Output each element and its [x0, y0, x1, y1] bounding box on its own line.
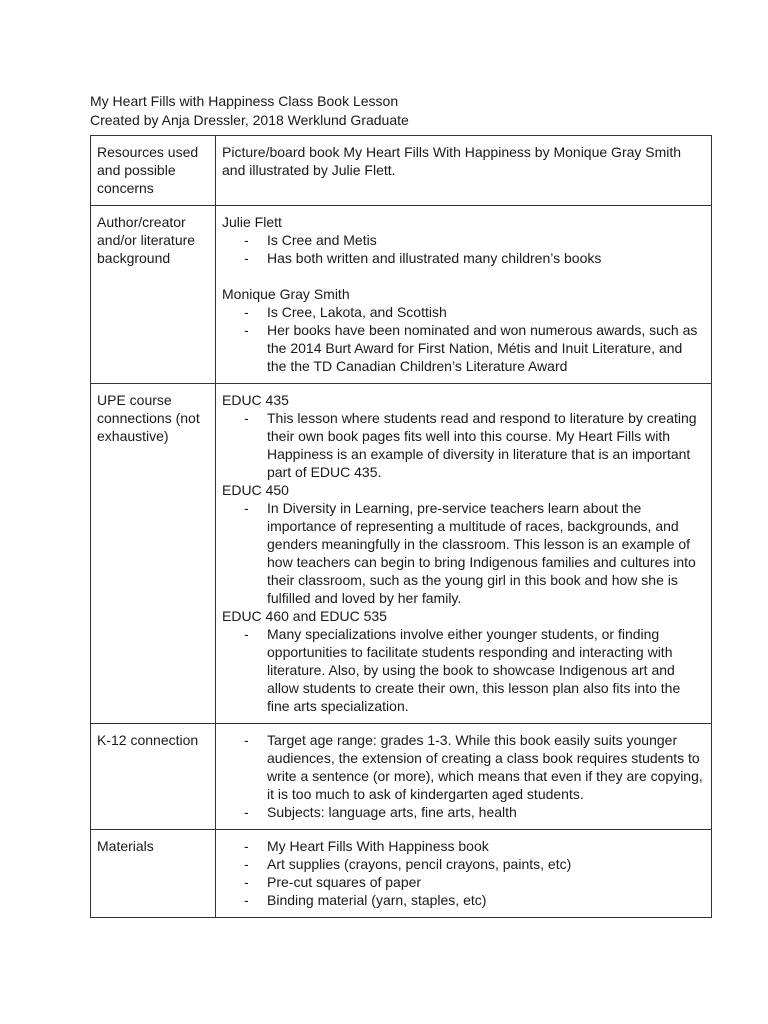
list-item: - Has both written and illustrated many children’s books	[244, 250, 602, 266]
author-list-smith	[222, 303, 705, 375]
list-item: - This lesson where students read and respond to literature by creating their own book pages fits well into this course. My Heart Fills with Happiness is an example of diversity in literature that is an important part of EDUC 435.	[244, 410, 697, 480]
list-item: - Pre-cut squares of paper	[244, 874, 422, 890]
author-group-flett	[222, 213, 705, 267]
list-item: - Is Cree, Lakota, and Scottish	[244, 304, 447, 320]
row-content-k12	[216, 724, 712, 830]
dash-bullet-icon: -	[244, 304, 249, 320]
row-content-materials	[216, 830, 712, 918]
table-row-k12	[91, 724, 712, 830]
dash-bullet-icon: -	[244, 250, 249, 266]
course-list-460-535	[222, 625, 705, 715]
list-item: - Many specializations involve either younger students, or finding opportunities to facilitate students responding and interacting with literature. Also, by using the book to showcase Indigenous art and allow students to create their own, this lesson plan also fits into the fine arts specialization.	[244, 626, 681, 714]
author-heading-smith: Monique Gray Smith	[222, 286, 350, 302]
list-item: - Binding material (yarn, staples, etc)	[244, 892, 487, 908]
row-label-resources: Resources used and possible concerns	[91, 136, 216, 206]
table-row-upe	[91, 384, 712, 724]
row-content-author	[216, 206, 712, 384]
document-title: My Heart Fills with Happiness Class Book Lesson	[90, 93, 399, 109]
list-item: - In Diversity in Learning, pre-service teachers learn about the importance of representing a multitude of races, backgrounds, and genders meaningfully in the classroom. This lesson is an example of how teachers can begin to bring Indigenous families and cultures into their classroom, such as the young girl in this book and how she is fulfilled and loved by her family.	[244, 500, 696, 606]
author-heading-flett: Julie Flett	[222, 214, 282, 230]
row-label-upe: UPE course connections (not exhaustive)	[91, 384, 216, 724]
course-list-450	[222, 499, 705, 607]
row-label-materials: Materials	[91, 830, 216, 918]
document-byline: Created by Anja Dressler, 2018 Werklund Graduate	[90, 112, 409, 128]
course-heading-435: EDUC 435	[222, 392, 289, 408]
k12-list	[222, 731, 705, 821]
row-content-resources	[216, 136, 712, 206]
dash-bullet-icon: -	[244, 892, 249, 908]
course-list-435	[222, 409, 705, 481]
lesson-table	[90, 135, 712, 918]
dash-bullet-icon: -	[244, 500, 249, 516]
table-row-author	[91, 206, 712, 384]
list-item: - Her books have been nominated and won numerous awards, such as the 2014 Burt Award for First Nation, Métis and Inuit Literature, and the the TD Canadian Children’s Literature Award	[244, 322, 698, 374]
dash-bullet-icon: -	[244, 732, 249, 748]
author-list-flett	[222, 231, 705, 267]
row-label-author: Author/creator and/or literature background	[91, 206, 216, 384]
list-item: - My Heart Fills With Happiness book	[244, 838, 489, 854]
row-label-k12: K-12 connection	[91, 724, 216, 830]
table-row-resources	[91, 136, 712, 206]
course-heading-460-535: EDUC 460 and EDUC 535	[222, 608, 387, 624]
author-group-smith	[222, 285, 705, 375]
resources-text: Picture/board book My Heart Fills With Happiness by Monique Gray Smith and illustrated by Julie Flett.	[222, 144, 682, 178]
list-item: - Is Cree and Metis	[244, 232, 377, 248]
document-page	[90, 92, 712, 918]
table-row-materials	[91, 830, 712, 918]
spacer	[222, 267, 705, 285]
course-heading-450: EDUC 450	[222, 482, 289, 498]
dash-bullet-icon: -	[244, 874, 249, 890]
dash-bullet-icon: -	[244, 322, 249, 338]
list-item: - Target age range: grades 1-3. While this book easily suits younger audiences, the extension of creating a class book requires students to write a sentence (or more), which means that even if they are copying, it is too much to ask of kindergarten aged students.	[244, 732, 703, 802]
row-content-upe	[216, 384, 712, 724]
materials-list	[222, 837, 705, 909]
dash-bullet-icon: -	[244, 804, 249, 820]
dash-bullet-icon: -	[244, 856, 249, 872]
dash-bullet-icon: -	[244, 626, 249, 642]
dash-bullet-icon: -	[244, 232, 249, 248]
list-item: - Subjects: language arts, fine arts, health	[244, 804, 517, 820]
dash-bullet-icon: -	[244, 838, 249, 854]
dash-bullet-icon: -	[244, 410, 249, 426]
list-item: - Art supplies (crayons, pencil crayons, paints, etc)	[244, 856, 572, 872]
